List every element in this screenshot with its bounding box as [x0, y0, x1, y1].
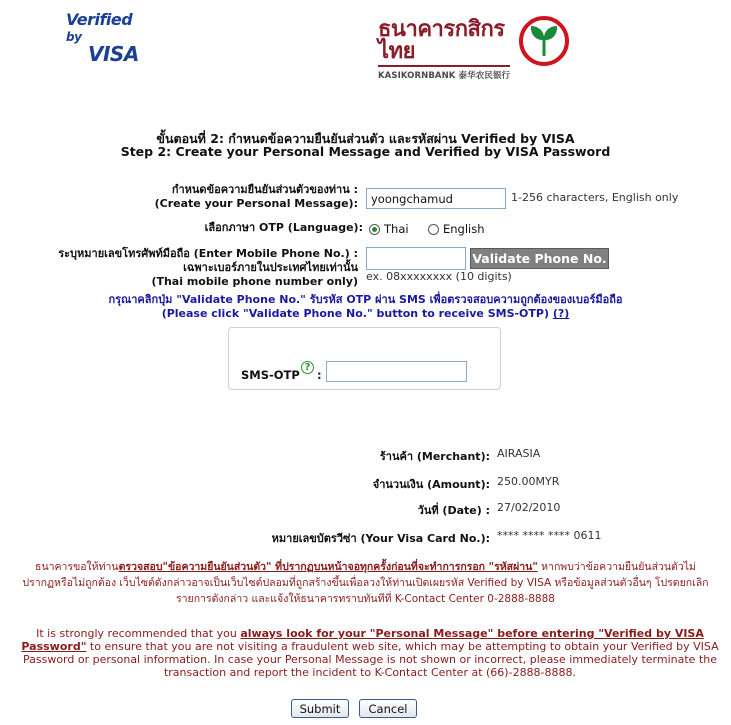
personal-message-label-thai: กำหนดข้อความยืนยันส่วนตัวของท่าน :: [171, 183, 358, 196]
vbv-verified-text: Verified: [66, 10, 133, 29]
personal-message-input[interactable]: [366, 188, 506, 209]
mobile-phone-label: [8, 247, 358, 289]
radio-thai[interactable]: [369, 224, 380, 235]
warning-english-emphasis: always look for your "Personal Message" before entering "Verified by VISA Password": [21, 627, 704, 653]
validate-note-english: (Please click "Validate Phone No." button to receive SMS-OTP): [161, 307, 550, 320]
verified-by-visa-logo: [66, 12, 146, 64]
warning-thai-emphasis: ตรวจสอบ"ข้อความยืนยันส่วนตัว" ที่ปรากฏบนหน้าจอทุกครั้งก่อนที่จะทำการกรอก "รหัสผ่าน": [118, 561, 538, 573]
vbv-by-text: by: [66, 30, 82, 44]
sms-otp-help-icon[interactable]: ?: [301, 361, 314, 374]
bank-name-english: KASIKORNBANK 泰华农民银行: [378, 71, 511, 81]
mobile-phone-example: ex. 08xxxxxxxx (10 digits): [366, 270, 512, 283]
warning-thai-line2: ปรากฏหรือไม่ถูกต้อง เว็บไซต์ดังกล่าวอาจเป็นเว็บไซต์ปลอมที่ถูกสร้างขึ้นเพื่อลวงให้ท่านเปิดเผยรหัส Verified by VISA หรือข้อมูลส่วนตัวอื่นๆ โปรดยกเลิก: [22, 577, 709, 589]
warning-thai-text2: หากพบว่าข้อความยืนยันส่วนตัวไม่: [537, 561, 696, 573]
warning-english: [14, 627, 726, 679]
otp-language-label: เลือกภาษา OTP (Language):: [204, 221, 363, 234]
warning-english-text1: It is strongly recommended that you: [36, 627, 241, 640]
validate-note-english-line: [0, 306, 731, 321]
sms-otp-colon: :: [317, 368, 322, 382]
merchant-label: ร้านค้า (Merchant):: [379, 450, 490, 463]
personal-message-hint: 1-256 characters, English only: [511, 191, 679, 204]
warning-english-text2: to ensure that you are not visiting a fraudulent web site, which may be attempting to obtain your Verified by VISA Password or personal information. In case your Personal Message is not shown or incorrect, please immediately terminate the transaction and report the incident to K-Contact Center at (66)-2888-8888.: [22, 640, 719, 679]
warning-thai-text1: ธนาคารขอให้ท่าน: [35, 561, 119, 573]
mobile-phone-label-line1: ระบุหมายเลขโทรศัพท์มือถือ (Enter Mobile Phone No.) :: [58, 247, 358, 260]
validate-phone-button[interactable]: Validate Phone No.: [470, 248, 609, 269]
radio-english[interactable]: [428, 224, 439, 235]
mobile-phone-label-line2: เฉพาะเบอร์ภายในประเทศไทยเท่านั้น: [183, 261, 358, 274]
amount-label: จำนวนเงิน (Amount):: [372, 478, 490, 491]
bank-name-divider: [378, 65, 510, 67]
warning-thai-line1: [0, 559, 731, 575]
visa-card-value: **** **** **** 0611: [497, 529, 602, 542]
warning-thai-line3: รายการดังกล่าว และแจ้งให้ธนาคารทราบทันทีที่ K-Contact Center 0-2888-8888: [176, 593, 555, 605]
personal-message-label: [60, 183, 358, 211]
cancel-button[interactable]: Cancel: [359, 699, 417, 718]
mobile-phone-label-line3: (Thai mobile phone number only): [151, 275, 358, 288]
submit-button[interactable]: Submit: [291, 699, 349, 718]
otp-language-thai-option[interactable]: [369, 222, 409, 236]
mobile-phone-input[interactable]: [366, 247, 466, 270]
date-value: 27/02/2010: [497, 501, 561, 514]
visa-card-label: หมายเลขบัตรวีซ่า (Your Visa Card No.):: [271, 532, 490, 545]
page-title-thai: ขั้นตอนที่ 2: กำหนดข้อความยืนยันส่วนตัว และรหัสผ่าน Verified by VISA: [156, 131, 575, 146]
radio-english-label: English: [443, 222, 485, 236]
page-title-english: Step 2: Create your Personal Message and Verified by VISA Password: [120, 144, 611, 159]
kasikornbank-wordmark: [378, 18, 510, 81]
warning-thai: [0, 559, 731, 607]
otp-language-english-option[interactable]: [428, 222, 485, 236]
vbv-visa-text: VISA: [88, 42, 139, 66]
sms-otp-label-text: SMS-OTP: [241, 368, 300, 382]
validate-note-thai: กรุณาคลิกปุ่ม "Validate Phone No." รับรหัส OTP ผ่าน SMS เพื่อตรวจสอบความถูกต้องของเบอร์มือถือ: [108, 293, 623, 306]
amount-value: 250.00MYR: [497, 475, 560, 488]
personal-message-label-english: (Create your Personal Message):: [154, 197, 358, 210]
radio-thai-label: Thai: [384, 222, 409, 236]
help-link[interactable]: (?): [552, 307, 570, 320]
sms-otp-input[interactable]: [326, 361, 467, 382]
sms-otp-label: [241, 368, 300, 382]
date-label: วันที่ (Date) :: [417, 504, 490, 517]
merchant-value: AIRASIA: [497, 447, 541, 460]
kasikornbank-logo-icon: [518, 15, 570, 67]
bank-name-thai: ธนาคารกสิกรไทย: [378, 16, 505, 64]
